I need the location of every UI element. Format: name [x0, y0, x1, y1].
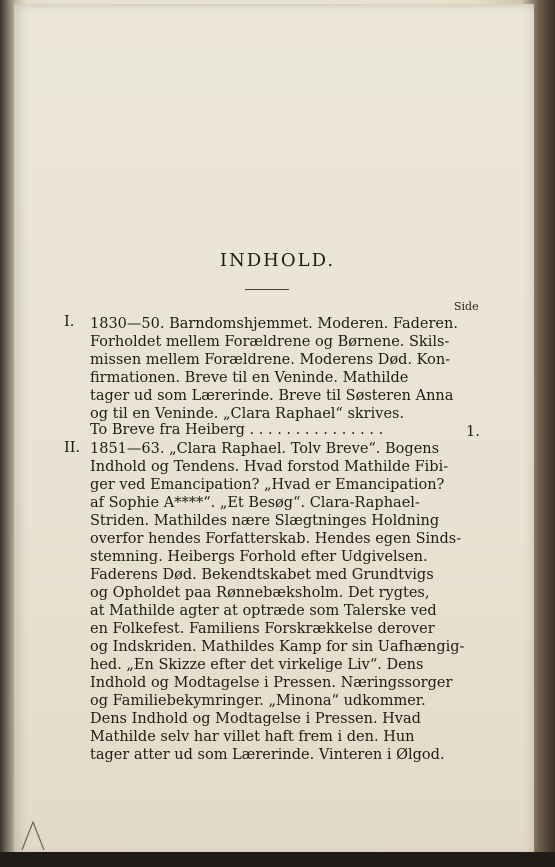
- entry-line: missen mellem Forældrene. Moderens Død. Kon-: [90, 352, 451, 368]
- entry-line: og Opholdet paa Rønnebæksholm. Det rygtes,: [90, 585, 430, 601]
- entry-line: og Familiebekymringer. „Minona“ udkommer.: [90, 693, 426, 709]
- entry-line: af Sophie A****“. „Et Besøg“. Clara-Raphael-: [90, 495, 420, 511]
- entry-line: overfor hendes Forfatterskab. Hendes egen Sinds-: [90, 531, 462, 547]
- entry-line: og til en Veninde. „Clara Raphael“ skrives.: [90, 406, 405, 422]
- title-rule: [245, 289, 289, 290]
- entry-line: tager atter ud som Lærerinde. Vinteren i Ølgod.: [90, 747, 445, 763]
- entry-line: hed. „En Skizze efter det virkelige Liv“. Dens: [90, 657, 424, 673]
- corner-triangle-icon: [18, 818, 48, 852]
- entry-line: at Mathilde agter at optræde som Talerske ved: [90, 603, 437, 619]
- entry-line: firmationen. Breve til en Veninde. Mathilde: [90, 370, 409, 386]
- entry-line: To Breve fra Heiberg . . . . . . . . . . . . . . .: [90, 422, 384, 438]
- entry-line: Indhold og Modtagelse i Pressen. Næringssorger: [90, 675, 453, 691]
- entry-line: 1851—63. „Clara Raphael. Tolv Breve“. Bogens: [90, 441, 440, 457]
- entry-line: ger ved Emancipation? „Hvad er Emancipation?: [90, 477, 445, 493]
- entry-line: Faderens Død. Bekendtskabet med Grundtvigs: [90, 567, 434, 583]
- entry-line: Forholdet mellem Forældrene og Børnene. Skils-: [90, 334, 450, 350]
- entry-line: Indhold og Tendens. Hvad forstod Mathilde Fibi-: [90, 459, 449, 475]
- entry-line: Striden. Mathildes nære Slægtninges Holdning: [90, 513, 440, 529]
- entry-line: Mathilde selv har villet haft frem i den. Hun: [90, 729, 415, 745]
- page-title: INDHOLD.: [219, 250, 336, 271]
- side-column-label: Side: [454, 300, 479, 313]
- entry-numeral: I.: [64, 314, 75, 330]
- entry-numeral: II.: [64, 440, 81, 456]
- entry-line: og Indskriden. Mathildes Kamp for sin Uafhængig-: [90, 639, 465, 655]
- entry-line: Dens Indhold og Modtagelse i Pressen. Hvad: [90, 711, 421, 727]
- entry-line: tager ud som Lærerinde. Breve til Søsteren Anna: [90, 388, 454, 404]
- bottom-shadow: [0, 852, 555, 867]
- entry-line: 1830—50. Barndomshjemmet. Moderen. Faderen.: [90, 316, 458, 332]
- page-number: 1.: [466, 424, 480, 440]
- entry-line: en Folkefest. Familiens Forskrækkelse derover: [90, 621, 435, 637]
- entry-line: stemning. Heibergs Forhold efter Udgivelsen.: [90, 549, 428, 565]
